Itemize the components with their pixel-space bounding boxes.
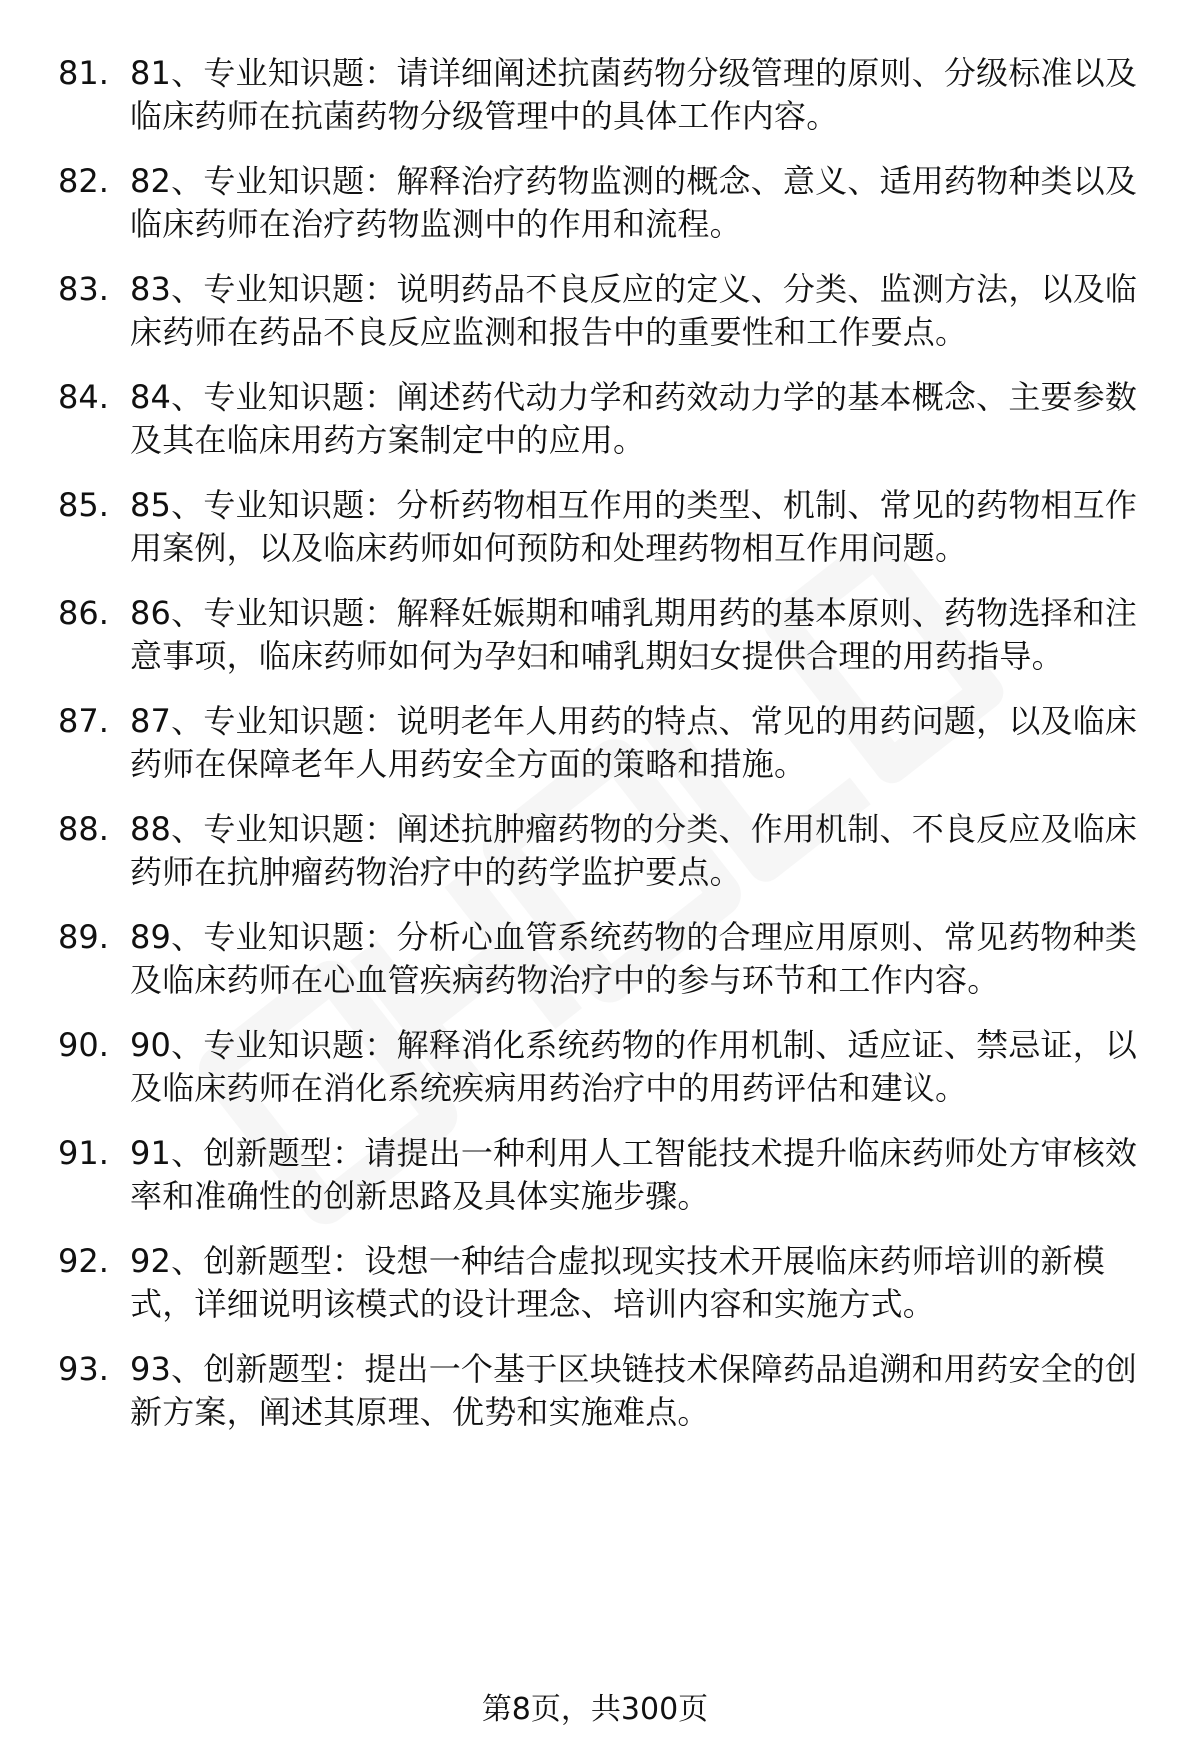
- question-number: 91.: [58, 1134, 109, 1172]
- question-text: 89、专业知识题：分析心血管系统药物的合理应用原则、常见药物种类及临床药师在心血管疾病药物治疗中的参与环节和工作内容。: [130, 918, 1138, 999]
- question-number: 85.: [58, 486, 109, 524]
- question-number: 83.: [58, 270, 109, 308]
- question-number: 82.: [58, 162, 109, 200]
- list-item: [58, 268, 1158, 354]
- question-text: 81、专业知识题：请详细阐述抗菌药物分级管理的原则、分级标准以及临床药师在抗菌药物分级管理中的具体工作内容。: [130, 54, 1138, 135]
- page-number-label: 第8页，共300页: [481, 1692, 709, 1727]
- question-text: 90、专业知识题：解释消化系统药物的作用机制、适应证、禁忌证，以及临床药师在消化系统疾病用药治疗中的用药评估和建议。: [130, 1026, 1138, 1107]
- list-item: [58, 1132, 1158, 1218]
- list-item: [58, 916, 1158, 1002]
- list-item: [58, 808, 1158, 894]
- list-item: [58, 1024, 1158, 1110]
- list-item: [58, 1348, 1158, 1434]
- page-footer: [0, 1690, 1190, 1730]
- question-text: 87、专业知识题：说明老年人用药的特点、常见的用药问题，以及临床药师在保障老年人用药安全方面的策略和措施。: [130, 702, 1138, 783]
- question-list: [58, 52, 1158, 1456]
- question-number: 93.: [58, 1350, 109, 1388]
- list-item: [58, 376, 1158, 462]
- question-number: 87.: [58, 702, 109, 740]
- question-number: 89.: [58, 918, 109, 956]
- question-number: 81.: [58, 54, 109, 92]
- question-number: 84.: [58, 378, 109, 416]
- list-item: [58, 592, 1158, 678]
- list-item: [58, 1240, 1158, 1326]
- question-text: 92、创新题型：设想一种结合虚拟现实技术开展临床药师培训的新模式，详细说明该模式的设计理念、培训内容和实施方式。: [130, 1242, 1105, 1323]
- question-text: 84、专业知识题：阐述药代动力学和药效动力学的基本概念、主要参数及其在临床用药方案制定中的应用。: [130, 378, 1138, 459]
- list-item: [58, 52, 1158, 138]
- question-number: 92.: [58, 1242, 109, 1280]
- question-text: 83、专业知识题：说明药品不良反应的定义、分类、监测方法，以及临床药师在药品不良反应监测和报告中的重要性和工作要点。: [130, 270, 1138, 351]
- question-number: 90.: [58, 1026, 109, 1064]
- question-number: 88.: [58, 810, 109, 848]
- list-item: [58, 484, 1158, 570]
- list-item: [58, 160, 1158, 246]
- question-text: 86、专业知识题：解释妊娠期和哺乳期用药的基本原则、药物选择和注意事项，临床药师如何为孕妇和哺乳期妇女提供合理的用药指导。: [130, 594, 1138, 675]
- question-text: 85、专业知识题：分析药物相互作用的类型、机制、常见的药物相互作用案例，以及临床药师如何预防和处理药物相互作用问题。: [130, 486, 1138, 567]
- list-item: [58, 700, 1158, 786]
- question-text: 82、专业知识题：解释治疗药物监测的概念、意义、适用药物种类以及临床药师在治疗药物监测中的作用和流程。: [130, 162, 1138, 243]
- question-number: 86.: [58, 594, 109, 632]
- question-text: 93、创新题型：提出一个基于区块链技术保障药品追溯和用药安全的创新方案，阐述其原理、优势和实施难点。: [130, 1350, 1138, 1431]
- question-text: 91、创新题型：请提出一种利用人工智能技术提升临床药师处方审核效率和准确性的创新思路及具体实施步骤。: [130, 1134, 1138, 1215]
- question-text: 88、专业知识题：阐述抗肿瘤药物的分类、作用机制、不良反应及临床药师在抗肿瘤药物治疗中的药学监护要点。: [130, 810, 1138, 891]
